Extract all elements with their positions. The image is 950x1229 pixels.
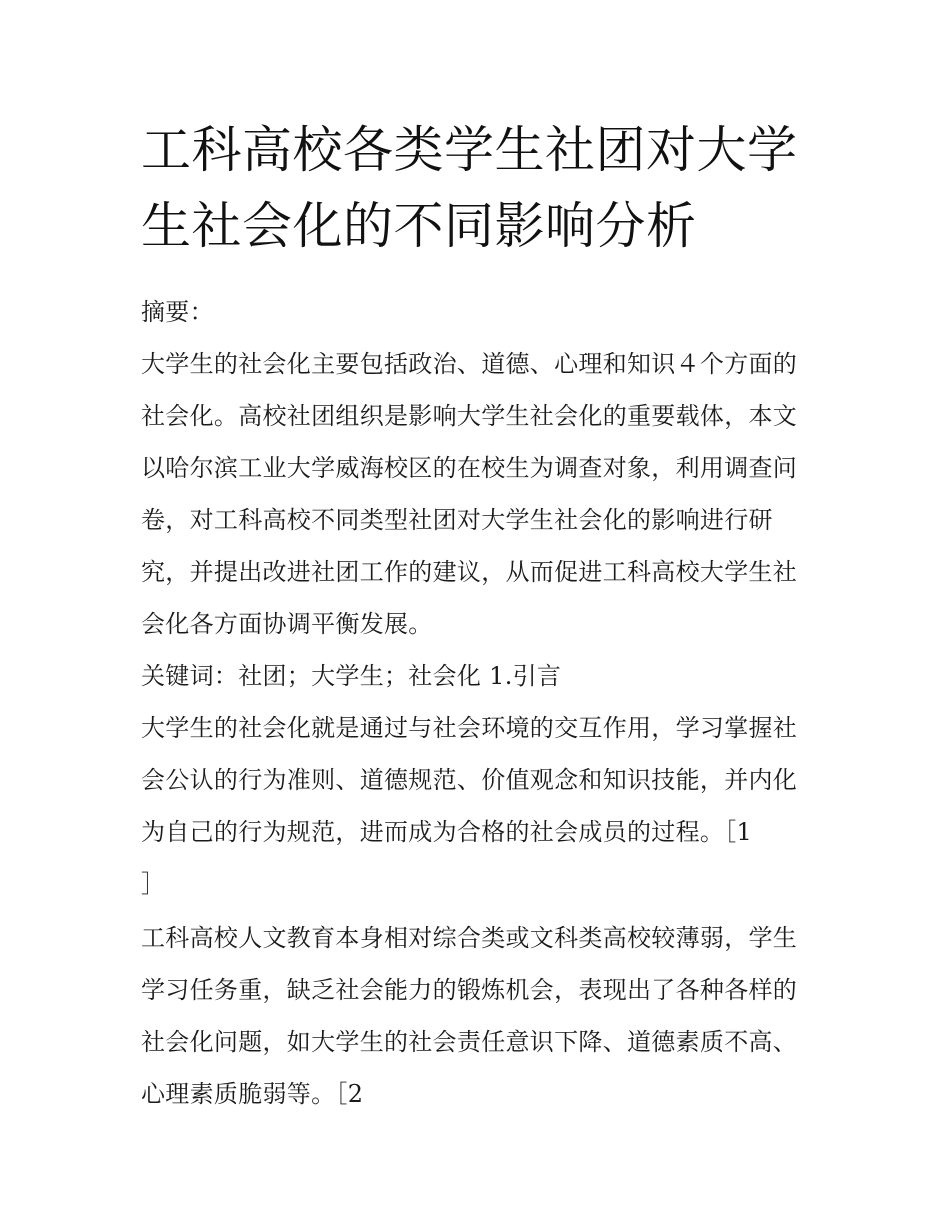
introduction-paragraph-1 (141, 702, 813, 910)
paragraph-line: 学习任务重，缺乏社会能力的锻炼机会，表现出了各种各样的 (141, 976, 798, 1004)
keywords-line: 关键词：社团；大学生；社会化 1.引言 (141, 662, 562, 690)
abstract-line: 究，并提出改进社团工作的建议，从而促进工科高校大学生社 (141, 558, 798, 586)
introduction-paragraph-2 (141, 912, 813, 1120)
abstract-line: 卷，对工科高校不同类型社团对大学生社会化的影响进行研 (141, 506, 773, 534)
abstract-line: 以哈尔滨工业大学威海校区的在校生为调查对象，利用调查问 (141, 454, 798, 482)
title-line-1: 工科高校各类学生社团对大学 (141, 121, 798, 179)
document-page (141, 112, 813, 1120)
paragraph-line: ］ (141, 870, 166, 898)
paragraph-line: 心理素质脆弱等。［2 (141, 1080, 364, 1108)
abstract-paragraph (141, 338, 813, 650)
paragraph-line: 社会化问题，如大学生的社会责任意识下降、道德素质不高、 (141, 1028, 798, 1056)
paragraph-line: 为自己的行为规范，进而成为合格的社会成员的过程。［1 (141, 818, 753, 846)
document-body (141, 286, 813, 1120)
title-line-2: 生社会化的不同影响分析 (141, 197, 697, 255)
abstract-line: 会化各方面协调平衡发展。 (141, 610, 433, 638)
document-title (141, 112, 813, 264)
abstract-line: 社会化。高校社团组织是影响大学生社会化的重要载体，本文 (141, 402, 798, 430)
paragraph-line: 大学生的社会化就是通过与社会环境的交互作用，学习掌握社 (141, 714, 798, 742)
abstract-label: 摘要： (141, 298, 214, 326)
abstract-line: 大学生的社会化主要包括政治、道德、心理和知识４个方面的 (141, 350, 798, 378)
paragraph-line: 工科高校人文教育本身相对综合类或文科类高校较薄弱，学生 (141, 924, 798, 952)
paragraph-line: 会公认的行为准则、道德规范、价值观念和知识技能，并内化 (141, 766, 798, 794)
